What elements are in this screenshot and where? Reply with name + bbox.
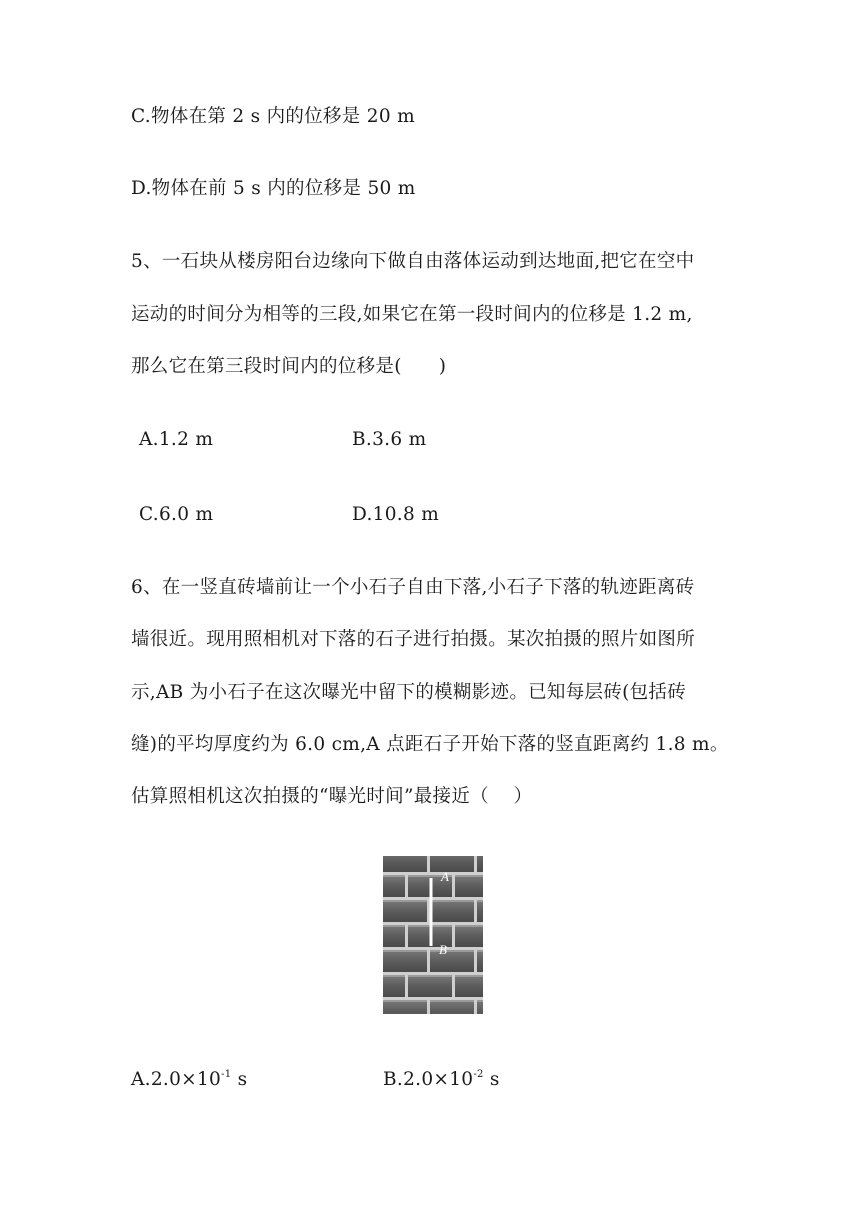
brick: [383, 950, 427, 972]
brick: [477, 950, 483, 972]
brick-wall-photo: [383, 856, 483, 1014]
brick-highlight: [477, 1000, 483, 1002]
brick: [455, 925, 483, 947]
q6-option-a: [131, 1066, 247, 1094]
brick: [477, 856, 483, 872]
brick: [383, 900, 427, 922]
brick: [430, 900, 474, 922]
brick-highlight: [383, 875, 405, 877]
brick: [455, 975, 483, 997]
brick: [383, 875, 405, 897]
brick: [430, 1000, 474, 1014]
q4-option-c: C.物体在第 2 s 内的位移是 20 m: [131, 106, 415, 127]
brick: [455, 875, 483, 897]
q6-option-b-prefix: B.2.0×10: [383, 1069, 474, 1090]
q6-option-b-exponent: -2: [473, 1069, 484, 1080]
brick-highlight: [455, 975, 483, 977]
brick: [383, 1000, 427, 1014]
q5-stem-line-3: 那么它在第三段时间内的位移是( ): [131, 356, 447, 377]
brick-highlight: [430, 900, 474, 902]
q5-option-a: A.1.2 m: [139, 429, 214, 450]
brick: [383, 925, 405, 947]
brick: [383, 975, 405, 997]
brick-highlight: [430, 950, 474, 952]
brick-highlight: [383, 900, 427, 902]
q5-option-c: C.6.0 m: [139, 504, 214, 525]
brick-highlight: [383, 1000, 427, 1002]
q6-stem-line-4: 缝)的平均厚度约为 6.0 cm,A 点距石子开始下落的竖直距离约 1.8 m。: [131, 734, 729, 755]
q6-option-a-prefix: A.2.0×10: [131, 1069, 222, 1090]
brick-highlight: [477, 950, 483, 952]
q6-stem-line-5: 估算照相机这次拍摄的“曝光时间”最接近（ ）: [131, 786, 533, 807]
q6-stem-line-2: 墙很近。现用照相机对下落的石子进行拍摄。某次拍摄的照片如图所: [131, 629, 696, 650]
brick-highlight: [430, 1000, 474, 1002]
brick-highlight: [408, 975, 452, 977]
q5-stem-line-1: 5、一石块从楼房阳台边缘向下做自由落体运动到达地面,把它在空中: [131, 251, 695, 272]
q6-stem-line-1: 6、在一竖直砖墙前让一个小石子自由下落,小石子下落的轨迹距离砖: [131, 577, 695, 598]
brick: [477, 1000, 483, 1014]
brick-highlight: [383, 950, 427, 952]
figure-label-a: A: [441, 869, 449, 884]
figure-label-b: B: [439, 942, 447, 957]
brick-highlight: [383, 975, 405, 977]
brick: [430, 950, 474, 972]
q6-option-b: [383, 1066, 500, 1094]
q5-option-b: B.3.6 m: [352, 429, 427, 450]
brick-highlight: [477, 900, 483, 902]
q6-stem-line-3: 示,AB 为小石子在这次曝光中留下的模糊影迹。已知每层砖(包括砖: [131, 682, 687, 703]
q5-stem-line-2: 运动的时间分为相等的三段,如果它在第一段时间内的位移是 1.2 m,: [131, 304, 693, 325]
q4-option-d: D.物体在前 5 s 内的位移是 50 m: [131, 178, 416, 199]
q6-option-a-unit: s: [231, 1069, 248, 1090]
brick-highlight: [383, 925, 405, 927]
brick: [430, 856, 474, 872]
brick: [383, 856, 427, 872]
q6-option-a-exponent: -1: [221, 1069, 232, 1080]
brick: [477, 900, 483, 922]
brick-highlight: [455, 925, 483, 927]
q6-option-b-unit: s: [483, 1069, 500, 1090]
brick-highlight: [455, 875, 483, 877]
q5-option-d: D.10.8 m: [352, 504, 440, 525]
brick: [408, 975, 452, 997]
